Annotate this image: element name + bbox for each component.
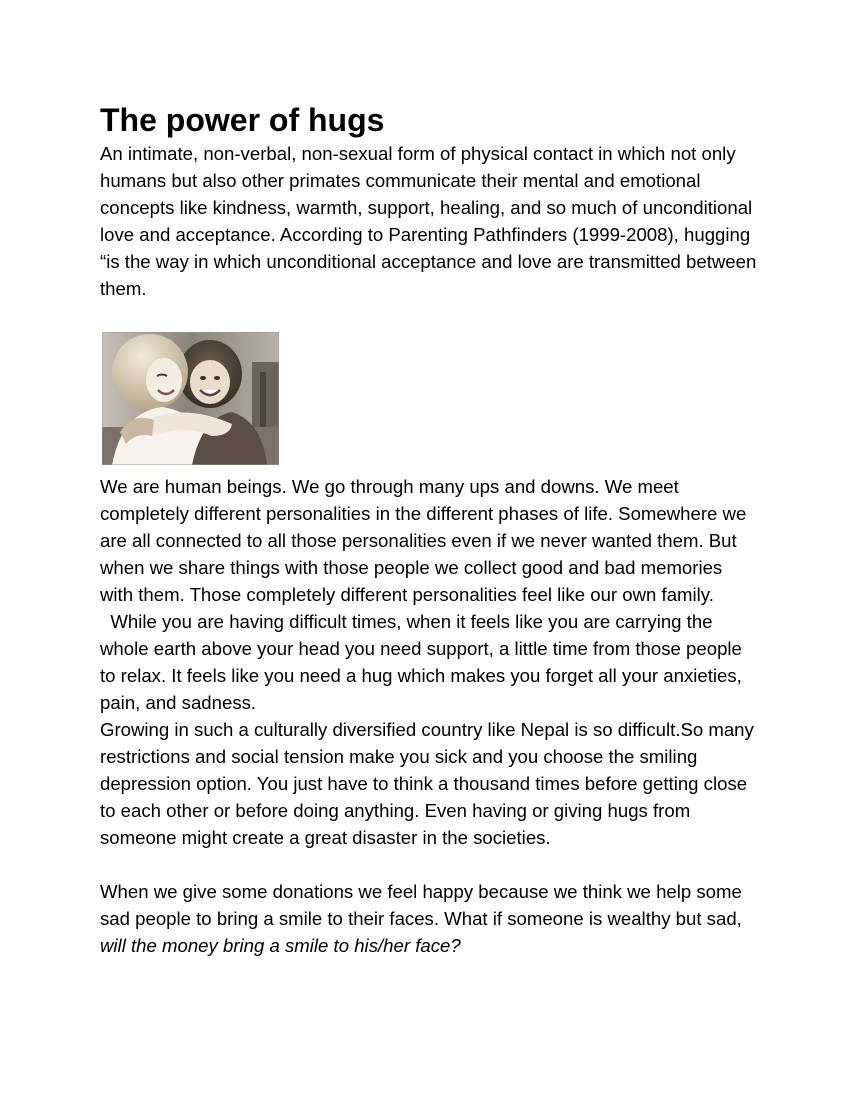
body-paragraph-2: While you are having difficult times, when it feels like you are carrying the whole earth above your head you need support, a little time from those people to relax. It feels like you need a hug which makes you forget all your anxieties, pain, and sadness. bbox=[100, 611, 748, 713]
body-paragraph-4-text: When we give some donations we feel happy because we think we help some sad people to bring a smile to their faces. What if someone is wealthy but sad, bbox=[100, 881, 742, 929]
page-title: The power of hugs bbox=[100, 102, 385, 138]
photo-image bbox=[102, 332, 279, 465]
body-paragraph-4-italic-question: will the money bring a smile to his/her face? bbox=[100, 935, 461, 956]
paragraph-spacer bbox=[100, 851, 760, 878]
intro-paragraph: An intimate, non-verbal, non-sexual form of physical contact in which not only humans but also other primates communicate their mental and emotional concepts like kindness, warmth, support, healing, and so much of unconditional love and acceptance. According to Parenting Pathfinders (1999-2008), hugging “is the way in which unconditional acceptance and love are transmitted between them. bbox=[100, 143, 757, 299]
hugging-children-photo bbox=[102, 332, 279, 465]
document-page bbox=[100, 100, 760, 959]
body-paragraph-1: We are human beings. We go through many ups and downs. We meet completely different personalities in the different phases of life. Somewhere we are all connected to all those personalities even if we never wanted them. But when we share things with those people we collect good and bad memories with them. Those completely different personalities feel like our own family. bbox=[100, 476, 747, 605]
body-paragraph-3: Growing in such a culturally diversified country like Nepal is so difficult.So many restrictions and social tension make you sick and you choose the smiling depression option. You just have to think a thousand times before getting close to each other or before doing anything. Even having or giving hugs from someone might create a great disaster in the societies. bbox=[100, 719, 754, 848]
body-paragraph-4 bbox=[100, 878, 760, 959]
